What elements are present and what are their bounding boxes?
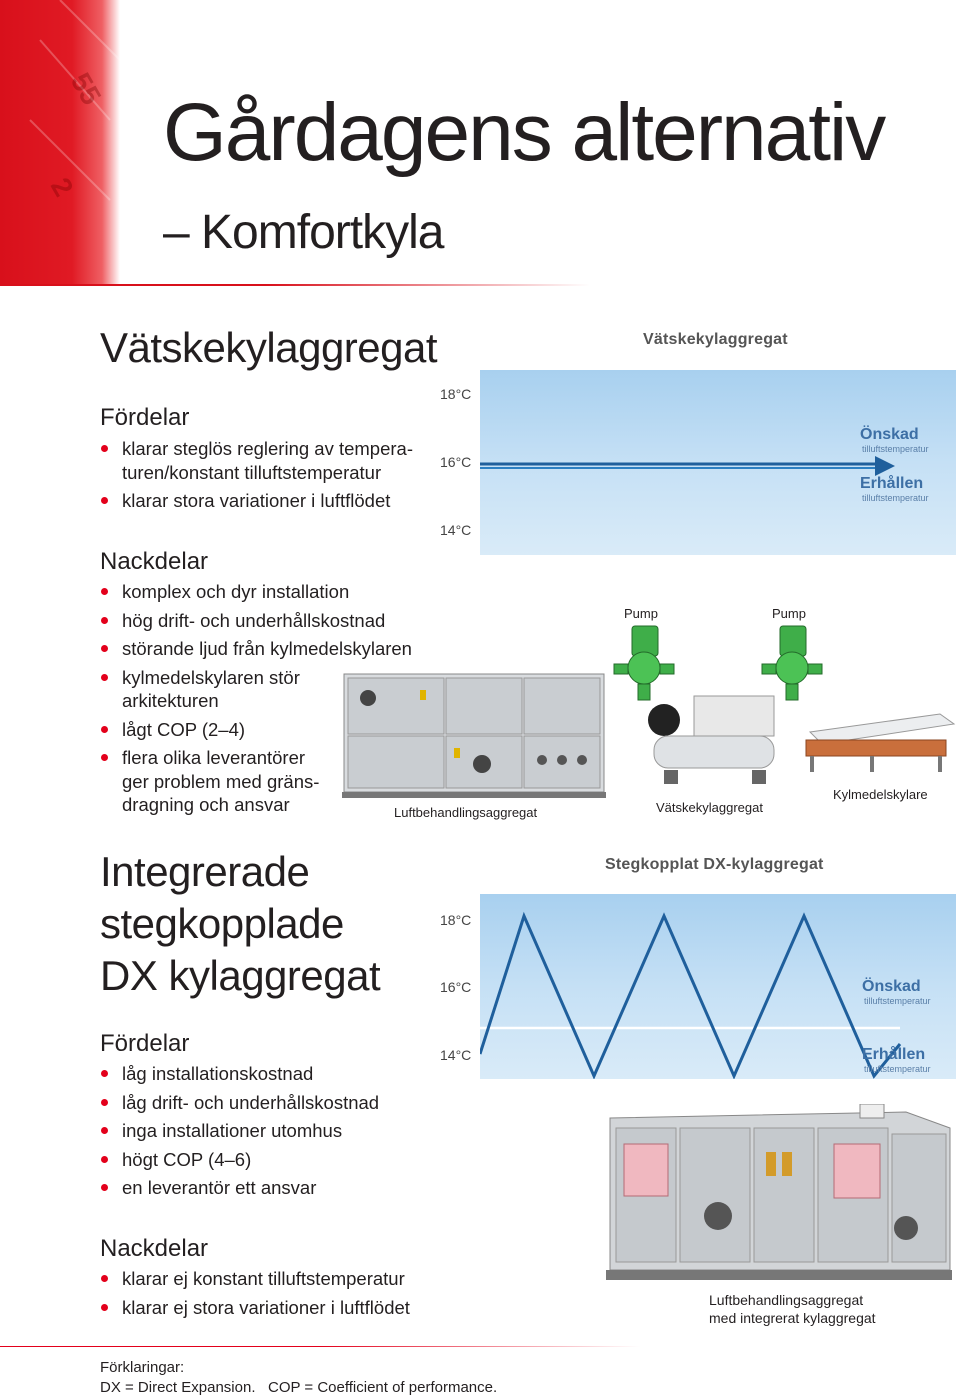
footer-divider — [0, 1346, 640, 1347]
list-item: inga installationer utomhus — [100, 1119, 430, 1143]
footer-text: DX = Direct Expansion. COP = Coefficient of performance. — [100, 1379, 498, 1396]
caption-air-handling-unit: Luftbehandlingsaggregat — [394, 805, 538, 820]
thermometer-scale-graphic — [0, 0, 120, 285]
legend-obtained: Erhållen — [860, 475, 924, 492]
svg-text:2: 2 — [44, 172, 80, 202]
caption-liquid-chiller: Vätskekylaggregat — [656, 800, 763, 815]
list-item: klarar ej stora variationer i luftflödet — [100, 1296, 440, 1320]
cons-heading-1: Nackdelar — [100, 548, 209, 575]
list-item: klarar steglös reglering av tempera-turen/konstant tilluftstemperatur — [100, 437, 430, 484]
chart-title: Stegkopplat DX-kylaggregat — [605, 856, 824, 873]
legend-obtained-sub: tilluftstemperatur — [864, 1064, 931, 1074]
integrated-air-handling-unit-illustration — [606, 1104, 956, 1284]
list-item: hög drift- och underhållskostnad — [100, 609, 430, 633]
pros-heading-1: Fördelar — [100, 404, 190, 431]
svg-text:55: 55 — [64, 67, 108, 110]
tick-label-14: 14°C — [440, 522, 472, 538]
header-red-band — [0, 0, 120, 285]
list-item: kylmedelskylaren stör arkitekturen — [100, 666, 315, 713]
pros-heading-2: Fördelar — [100, 1030, 190, 1057]
header-divider — [0, 284, 590, 286]
tick-label-18: 18°C — [440, 386, 472, 402]
list-item: klarar ej konstant tilluftstemperatur — [100, 1267, 440, 1291]
chart-lines — [480, 370, 956, 555]
list-item: låg installationskostnad — [100, 1062, 430, 1086]
list-item: högt COP (4–6) — [100, 1148, 430, 1172]
arrow-icon — [875, 456, 895, 476]
pros-list-2 — [100, 1062, 430, 1205]
chart-dx-stepped — [430, 852, 956, 1084]
tick-label-16: 16°C — [440, 454, 472, 470]
page-subtitle: – Komfortkyla — [163, 206, 444, 259]
cons-list-2 — [100, 1267, 440, 1324]
list-item: lågt COP (2–4) — [100, 718, 430, 742]
list-item: låg drift- och underhållskostnad — [100, 1091, 430, 1115]
air-handling-unit-illustration — [342, 668, 610, 800]
tick-label-14: 14°C — [440, 1047, 472, 1063]
page-title: Gårdagens alternativ — [163, 87, 885, 178]
legend-wanted-sub: tilluftstemperatur — [862, 444, 929, 454]
caption-integrated-unit: Luftbehandlingsaggregat med integrerat kylaggregat — [709, 1292, 876, 1326]
list-item: störande ljud från kylmedelskylaren — [100, 637, 430, 661]
legend-wanted: Önskad — [860, 426, 919, 443]
footer-notes — [100, 1358, 497, 1398]
list-item: en leverantör ett ansvar — [100, 1176, 430, 1200]
list-item: komplex och dyr installation — [100, 580, 430, 604]
list-item: flera olika leverantörer ger problem med gräns-dragning och ansvar — [100, 746, 335, 817]
section-heading-liquid-chiller: Vätskekylaggregat — [100, 324, 438, 371]
chart-liquid-chiller — [430, 328, 956, 558]
pros-list-1 — [100, 437, 430, 518]
legend-obtained: Erhållen — [862, 1046, 926, 1063]
legend-wanted: Önskad — [862, 978, 921, 995]
list-item: klarar stora variationer i luftflödet — [100, 489, 430, 513]
legend-wanted-sub: tilluftstemperatur — [864, 996, 931, 1006]
tick-label-16: 16°C — [440, 979, 472, 995]
dry-cooler-illustration — [800, 710, 956, 774]
legend-obtained-sub: tilluftstemperatur — [862, 493, 929, 503]
section-heading-dx: Integrerade stegkopplade DX kylaggregat — [100, 848, 381, 999]
caption-pump-2: Pump — [772, 606, 806, 621]
liquid-chiller-illustration — [634, 690, 784, 790]
caption-pump-1: Pump — [624, 606, 658, 621]
chart-title: Vätskekylaggregat — [643, 331, 788, 348]
caption-dry-cooler: Kylmedelskylare — [833, 787, 928, 802]
cons-heading-2: Nackdelar — [100, 1235, 209, 1262]
obtained-line — [480, 916, 900, 1076]
tick-label-18: 18°C — [440, 912, 472, 928]
footer-label: Förklaringar: — [100, 1359, 185, 1376]
